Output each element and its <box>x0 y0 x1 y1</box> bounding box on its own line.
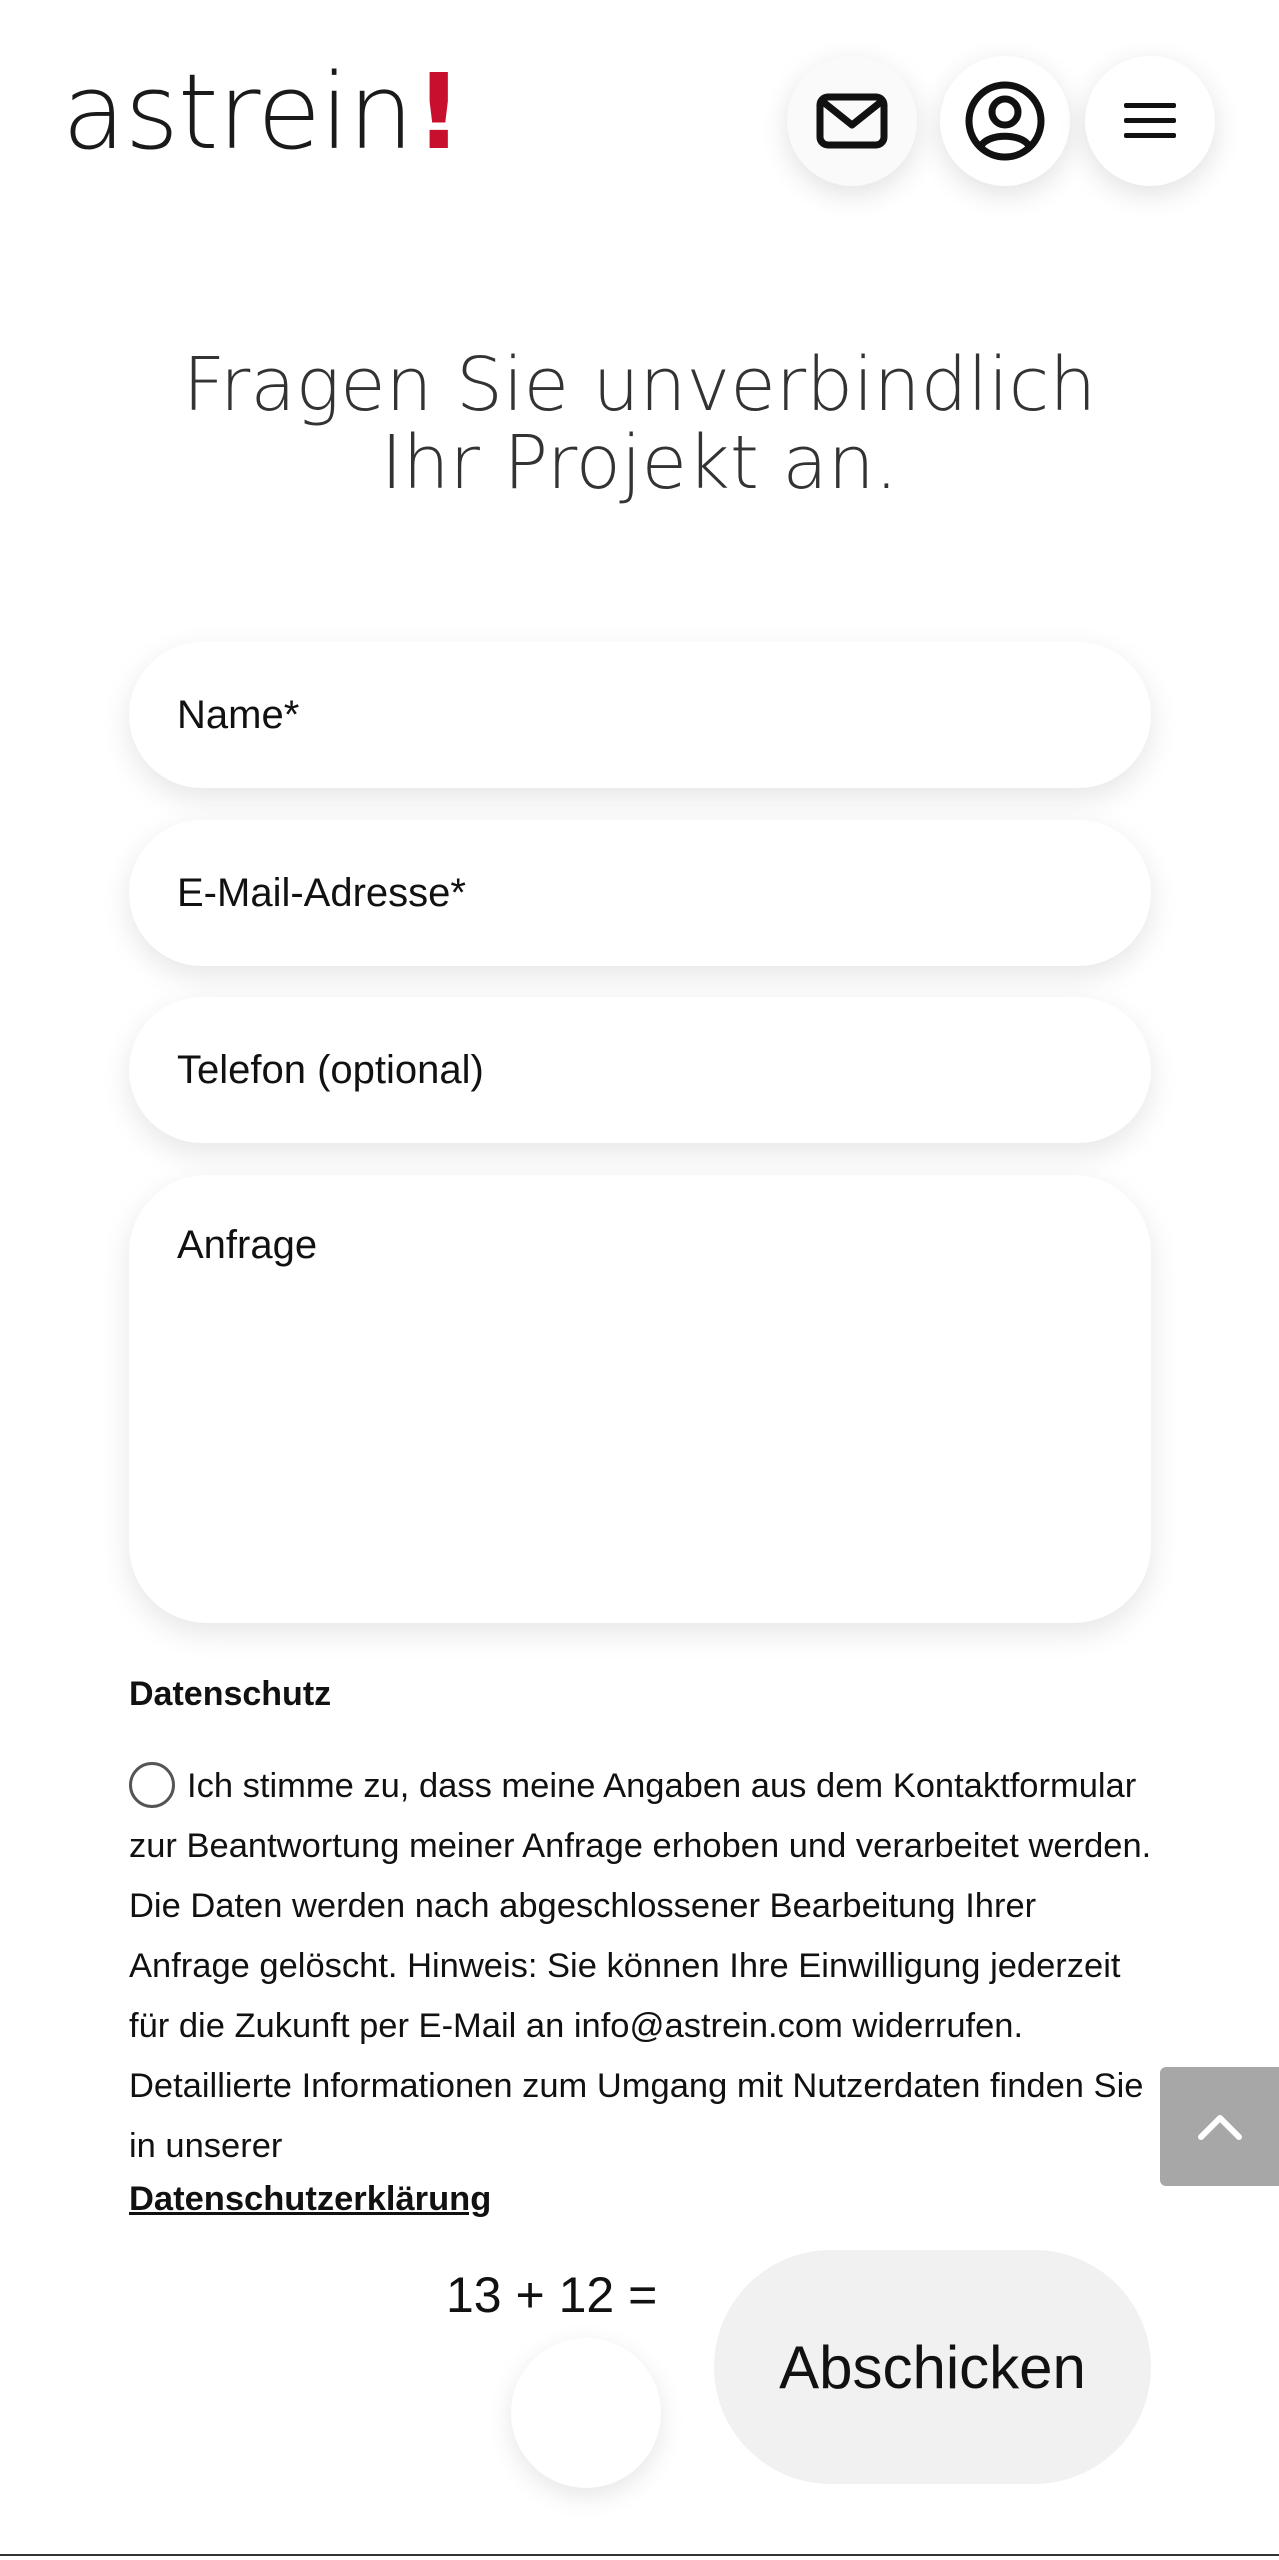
hamburger-menu-icon <box>1122 101 1178 141</box>
logo-mark: ! <box>414 51 462 173</box>
message-placeholder: Anfrage <box>177 1223 318 1267</box>
phone-field[interactable] <box>129 997 1151 1143</box>
consent-text: Ich stimme zu, dass meine Angaben aus dem Kontaktformular zur Beantwortung meiner Anfrage erhoben und verarbeitet werden. Die Daten werden nach abgeschlossener Bearbeitung Ihrer Anfrage gelöscht. Hinweis: Sie können Ihre Einwilligung jederzeit für die Zukunft per E-Mail an info@astrein.com widerrufen. Detaillierte Informationen zum Umgang mit Nutzerdaten finden Sie in unserer <box>129 1767 1152 2165</box>
scroll-to-top-button[interactable] <box>1160 2067 1279 2186</box>
astrein-logo[interactable] <box>62 51 462 173</box>
bottom-divider <box>0 2554 1279 2556</box>
user-circle-icon <box>964 80 1046 162</box>
chevron-up-icon <box>1197 2113 1243 2141</box>
mail-icon <box>816 93 888 149</box>
menu-button[interactable] <box>1085 56 1215 186</box>
captcha-question: 13 + 12 = <box>446 2267 658 2323</box>
submit-button[interactable]: Abschicken <box>714 2250 1151 2484</box>
page-title-line-1: Fragen Sie unverbindlich <box>182 342 1097 428</box>
name-field[interactable] <box>129 642 1151 788</box>
captcha-input[interactable] <box>511 2338 661 2488</box>
consent-block <box>129 1756 1159 2176</box>
message-textarea[interactable] <box>129 1175 1151 1623</box>
logo-text: astrein <box>62 51 413 173</box>
mail-button[interactable] <box>787 56 917 186</box>
account-button[interactable] <box>940 56 1070 186</box>
email-field[interactable] <box>129 820 1151 966</box>
phone-placeholder: Telefon (optional) <box>177 1047 484 1092</box>
name-placeholder: Name* <box>177 692 300 737</box>
page-title-line-2: Ihr Projekt an. <box>380 420 899 506</box>
privacy-policy-link[interactable]: Datenschutzerklärung <box>129 2180 492 2218</box>
page-title <box>0 342 1279 506</box>
email-placeholder: E-Mail-Adresse* <box>177 870 466 915</box>
privacy-heading: Datenschutz <box>129 1675 332 1713</box>
consent-checkbox[interactable] <box>129 1762 175 1808</box>
